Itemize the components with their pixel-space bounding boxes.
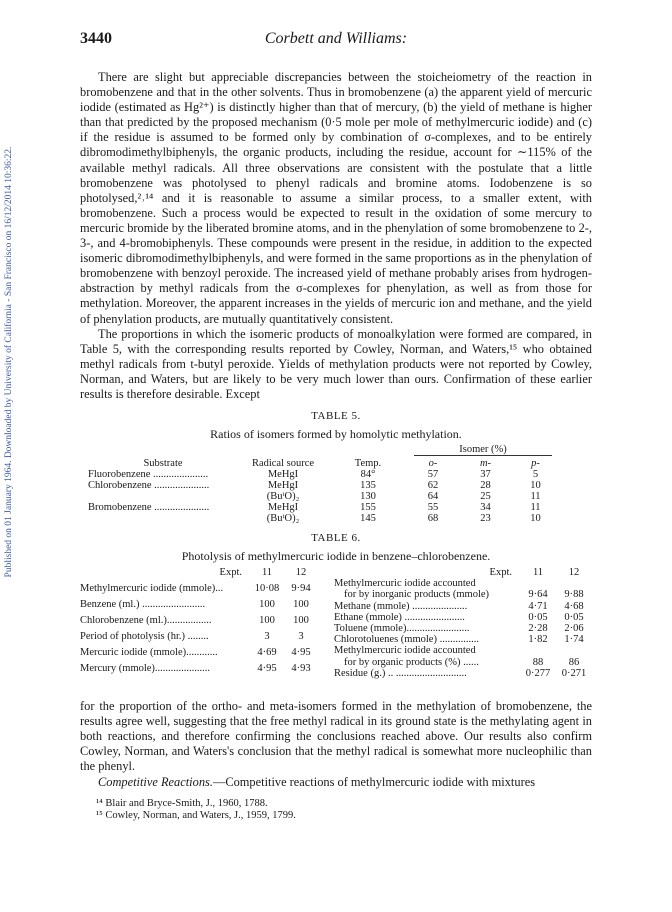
table-row: [334, 645, 592, 656]
table-cell: 1·82: [528, 634, 548, 646]
table-cell: [520, 578, 556, 589]
table-cell: 55: [427, 502, 439, 514]
table-cell: 1·74: [564, 634, 584, 646]
table-cell: [556, 578, 592, 589]
table-cell: (BuᵗO)₂: [266, 491, 300, 503]
table-cell: 0·05: [564, 611, 584, 623]
download-watermark-text: Published on 01 January 1964. Downloaded by University of California - San Francisco on 16/12/2014 10:36:22.: [4, 146, 14, 578]
table-cell: 10: [530, 513, 541, 525]
table-cell: Mercury (mmole).....................: [80, 663, 211, 675]
table-row: [80, 599, 318, 615]
table-cell: 84°: [360, 469, 376, 481]
table-cell: 34: [480, 502, 491, 514]
table-5-label: TABLE 5.: [311, 410, 361, 423]
table-row: [334, 601, 592, 612]
table-row: [334, 634, 592, 645]
table-cell: 2·06: [564, 623, 584, 635]
table-cell: 4·95: [257, 663, 277, 675]
table-cell: Ethane (mmole) .......................: [334, 611, 465, 623]
table-cell: 4·71: [528, 600, 548, 612]
table-cell: 62: [427, 480, 439, 492]
table-row: [334, 612, 592, 623]
table-row: [88, 469, 558, 480]
table-cell: 3: [264, 631, 270, 643]
table-cell: 100: [259, 615, 275, 627]
table-cell: 4·69: [257, 647, 277, 659]
table-5-isomer-header: Isomer (%): [459, 444, 507, 456]
table-cell: 88: [532, 656, 544, 668]
section-heading: Competitive Reactions.: [98, 774, 213, 789]
table-row: [88, 502, 558, 513]
download-watermark: [2, 92, 16, 632]
page-number: 3440: [80, 30, 112, 47]
table-cell: Toluene (mmole)........................: [334, 623, 470, 635]
table-6-right: [334, 567, 592, 679]
table-row: [334, 668, 592, 679]
table-5: [88, 442, 558, 524]
table-cell: 4·95: [291, 647, 311, 659]
table-cell: 2·28: [528, 623, 548, 635]
table-row: [80, 647, 318, 663]
table-cell: 3: [298, 631, 304, 643]
table-row: [80, 583, 318, 599]
table-cell: Mercuric iodide (mmole)............: [80, 647, 218, 659]
table-cell: 100: [293, 599, 309, 611]
table-cell: Chlorobenzene .....................: [88, 480, 210, 492]
table-cell: 10: [530, 480, 541, 492]
paragraph-2: The proportions in which the isomeric products of monoalkylation were formed are compared, in Table 5, with the corresponding results reported by Cowley, Norman, and Waters,¹⁵ who obtained methyl radicals from t-butyl peroxide. Yields of methylation products were not reported by Cowley, Norman, and Waters, but are likely to be very much lower than ours. Confirmation of these earlier results is therefore desirable. Except: [80, 326, 592, 401]
table-cell: MeHgI: [267, 502, 299, 514]
table-header: 11: [261, 567, 273, 579]
table-row: [334, 578, 592, 589]
table-cell: 0·271: [561, 667, 587, 679]
table-cell: 4·68: [564, 600, 584, 612]
paragraph-4: [80, 775, 592, 790]
table-cell: 9·88: [564, 589, 584, 601]
table-cell: 155: [360, 502, 376, 514]
paragraph-3: for the proportion of the ortho- and meta-isomers formed in the methylation of bromobenzene, the results agree well, suggesting that the free methyl radical in its ground state is the methylating agent in both reactions, and therefore confirming the conclusions reached above. Our results also confirm Cowley, Norman, and Waters's conclusion that the methyl radical is somewhat more nucleophilic than the phenyl.: [80, 699, 592, 774]
table-cell: Methylmercuric iodide accounted: [334, 645, 476, 657]
table-cell: Benzene (ml.) ........................: [80, 599, 206, 611]
footnotes: [80, 798, 592, 822]
table-row: [334, 589, 592, 600]
table-header: 12: [295, 567, 307, 579]
table-cell: 100: [259, 599, 275, 611]
table-cell: Chlorotoluenes (mmole) ...............: [334, 634, 479, 646]
table-5-header: Substrate: [143, 458, 183, 470]
table-cell: 100: [293, 615, 309, 627]
table-cell: 145: [360, 513, 376, 525]
table-cell: Residue (g.) .. ...........................: [334, 667, 467, 679]
table-6-caption: Photolysis of methylmercuric iodide in benzene–chlorobenzene.: [181, 549, 491, 564]
table-cell: Fluorobenzene .....................: [88, 469, 209, 481]
table-cell: 11: [530, 502, 541, 514]
table-cell: Methylmercuric iodide accounted: [334, 578, 476, 590]
paragraph-1: There are slight but appreciable discrepancies between the stoicheiometry of the reaction in bromobenzene and that in the other solvents. Thus in bromobenzene (a) the apparent yield of mercuric iodide (estimated as Hg²⁺) is distinctly higher than that of mercury, (b) the yield of methane is higher than that predicted by the proposed mechanism (0·5 mole per mole of methylmercuric iodide) and (c) if the residue is assumed to be formed only by combination of σ-complexes, and to be entirely dibromodimethylbiphenyls, the organic products, including the residue, account for ∼115% of the available methyl radicals. All three observations are consistent with the postulate that a little bromobenzene was photolysed to phenyl radicals and bromine atoms. Iodobenzene is so photolysed,²˒¹⁴ and it is reasonable to assume a similar process, to a smaller extent, with bromobenzene. Such a process would be expected to result in the oxidation of some mercury to mercuric bromide by the liberated bromine atoms, and in the phenylation of some bromobenzene to 2-, 3-, and 4-bromobiphenyls. These compounds were present in the residue, in addition to the expected isomeric dibromodimethylbiphenyls, and were formed in the same proportions as in the phenylation of bromobenzene with benzoyl peroxide. The increased yield of methane probably arises from hydrogen-abstraction by methyl radicals from the σ-complexes for phenylation, as well as from those for methylation. Moreover, the apparent increases in the yields of mercuric ion and methane, and the yield of phenylation products, are mutually quantitatively consistent.: [80, 70, 592, 326]
table-row: [334, 657, 592, 668]
table-cell: 10·08: [254, 583, 280, 595]
table-cell: Chlorobenzene (ml.).................: [80, 615, 212, 627]
table-6-label: TABLE 6.: [311, 532, 361, 545]
paragraph-4-text: —Competitive reactions of methylmercuric iodide with mixtures: [212, 774, 536, 789]
table-cell: 57: [427, 469, 439, 481]
table-header: 11: [532, 567, 544, 579]
running-head: Corbett and Williams:: [264, 30, 408, 47]
table-cell: 68: [427, 513, 439, 525]
table-5-caption: Ratios of isomers formed by homolytic methylation.: [210, 427, 462, 442]
table-cell: Bromobenzene .....................: [88, 502, 210, 514]
table-row: [88, 480, 558, 491]
table-cell: 86: [568, 656, 580, 668]
table-5-header-row: [88, 458, 558, 469]
table-5-header: p-: [531, 458, 540, 470]
table-cell: Methane (mmole) .....................: [334, 600, 468, 612]
table-header: 12: [568, 567, 580, 579]
table-row: [334, 623, 592, 634]
table-cell: [520, 645, 556, 656]
table-6: [80, 567, 592, 679]
table-header: Expt.: [219, 567, 242, 579]
table-cell: 11: [530, 491, 541, 503]
table-5-header: Radical source: [251, 458, 315, 470]
table-cell: Period of photolysis (hr.) ........: [80, 631, 209, 643]
table-header: Expt.: [489, 567, 512, 579]
table-cell: 135: [360, 480, 376, 492]
footnote: ¹⁴ Blair and Bryce-Smith, J., 1960, 1788.: [96, 797, 268, 809]
table-cell: for by organic products (%) ......: [344, 656, 479, 668]
table-cell: 5: [532, 469, 539, 481]
table-cell: 37: [480, 469, 491, 481]
table-cell: Methylmercuric iodide (mmole)...: [80, 583, 224, 595]
table-6-right-header: [334, 567, 592, 578]
table-cell: 9·94: [291, 583, 311, 595]
table-cell: (BuᵗO)₂: [266, 513, 300, 525]
table-cell: 0·277: [525, 667, 551, 679]
table-cell: MeHgI: [267, 480, 299, 492]
table-row: [80, 615, 318, 631]
table-cell: 130: [360, 491, 376, 503]
table-cell: 9·64: [528, 589, 548, 601]
table-5-header: o-: [428, 458, 438, 470]
table-row: [80, 631, 318, 647]
table-row: [88, 491, 558, 502]
table-cell: 23: [480, 513, 491, 525]
table-5-header: m-: [479, 458, 492, 470]
table-cell: [88, 491, 238, 502]
table-5-header: Temp.: [354, 458, 382, 470]
page: [80, 30, 592, 822]
table-cell: 0·05: [528, 611, 548, 623]
table-cell: 4·93: [291, 663, 311, 675]
table-row: [80, 663, 318, 679]
table-cell: 28: [480, 480, 491, 492]
table-6-left-header: [80, 567, 318, 583]
table-cell: [88, 513, 238, 524]
table-cell: 25: [480, 491, 491, 503]
footnote: ¹⁵ Cowley, Norman, and Waters, J., 1959, 1799.: [96, 809, 296, 821]
table-row: [88, 513, 558, 524]
table-cell: [556, 645, 592, 656]
table-6-left: [80, 567, 318, 679]
page-header: [80, 30, 592, 52]
table-cell: MeHgI: [267, 469, 299, 481]
table-cell: for by inorganic products (mmole): [344, 589, 490, 601]
table-cell: 64: [427, 491, 439, 503]
